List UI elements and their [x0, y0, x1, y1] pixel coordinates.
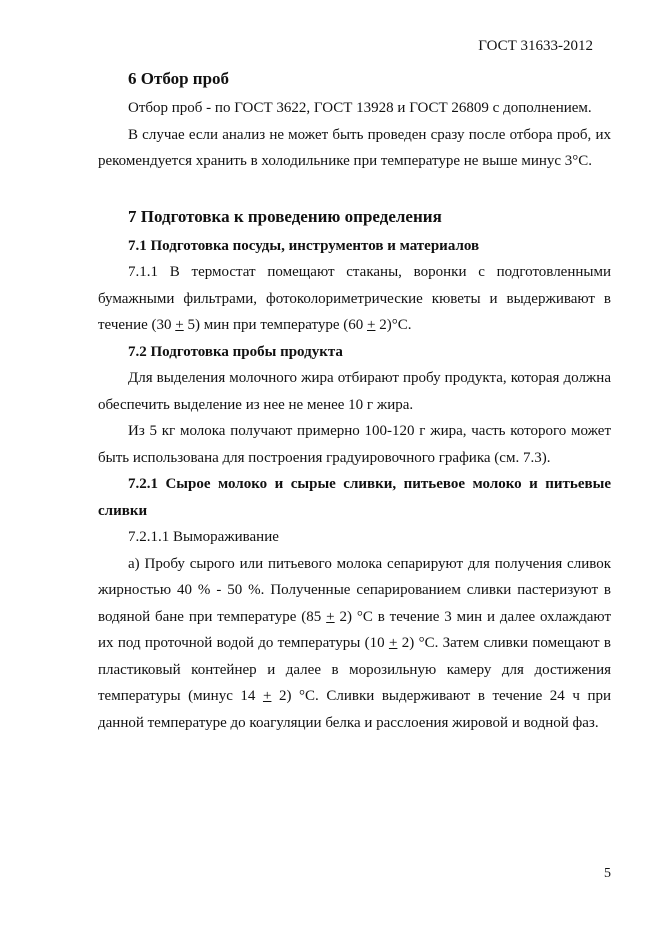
- paragraph-a-part-3: 2) °С. Затем сливки помещают в пластиковый контейнер и далее в морозильную камеру для достижения температуры (минус 14: [98, 635, 611, 704]
- paragraph-a: [98, 551, 611, 737]
- plus-minus-sign: +: [326, 608, 335, 625]
- plus-minus-sign: +: [262, 688, 272, 704]
- section-7-heading: 7 Подготовка к проведению определения: [128, 206, 442, 226]
- subsection-7-1-heading: 7.1 Подготовка посуды, инструментов и материалов: [128, 237, 480, 254]
- paragraph-a-part-2: 2) °С в течение 3 мин и далее охлаждают их под проточной водой до температуры (10: [98, 608, 611, 651]
- subsection-7-2-1-1-title: 7.2.1.1 Вымораживание: [128, 529, 279, 545]
- paragraph-7-2-2: Из 5 кг молока получают примерно 100-120 г жира, часть которого может быть использована для построения градуировочного графика (см. 7.3).: [98, 423, 611, 466]
- paragraph-7-1-1-part-a: 7.1.1 В термостат помещают стаканы, воронки с подготовленными бумажными фильтрами, фотоколориметрические кюветы и выдерживают в течение (30: [98, 264, 611, 333]
- section-6-paragraph-1: Отбор проб - по ГОСТ 3622, ГОСТ 13928 и ГОСТ 26809 с дополнением.: [128, 100, 592, 116]
- page-content: [98, 63, 611, 736]
- plus-minus-sign: +: [388, 635, 398, 651]
- paragraph-7-1-1-part-c: 2)°С.: [375, 317, 412, 333]
- page-number: 5: [604, 866, 611, 881]
- plus-minus-sign: +: [367, 317, 376, 333]
- subsection-7-2-1-heading: 7.2.1 Сырое молоко и сырые сливки, питьевое молоко и питьевые сливки: [98, 476, 611, 519]
- document-code: ГОСТ 31633-2012: [478, 38, 593, 54]
- paragraph-a-part-1: а) Пробу сырого или питьевого молока сепарируют для получения сливок жирностью 40 % - 50 %. Полученные сепарированием сливки пастеризуют в водяной бане при температуре (85: [98, 555, 611, 625]
- paragraph-a-part-4: 2) °С. Сливки выдерживают в течение 24 ч при данной температуре до коагуляции белка и расслоения жировой и водной фаз.: [98, 688, 611, 731]
- section-6-paragraph-2: В случае если анализ не может быть проведен сразу после отбора проб, их рекомендуется хранить в холодильнике при температуре не выше минус 3°С.: [98, 126, 611, 169]
- paragraph-7-1-1-part-b: 5) мин при температуре (60: [183, 317, 367, 333]
- section-6-heading: 6 Отбор проб: [128, 69, 230, 88]
- paragraph-7-2-1: Для выделения молочного жира отбирают пробу продукта, которая должна обеспечить выделение из нее не менее 10 г жира.: [98, 370, 611, 413]
- paragraph-7-1-1: [98, 259, 611, 339]
- plus-minus-sign: +: [175, 317, 184, 333]
- subsection-7-2-heading: 7.2 Подготовка пробы продукта: [128, 343, 343, 360]
